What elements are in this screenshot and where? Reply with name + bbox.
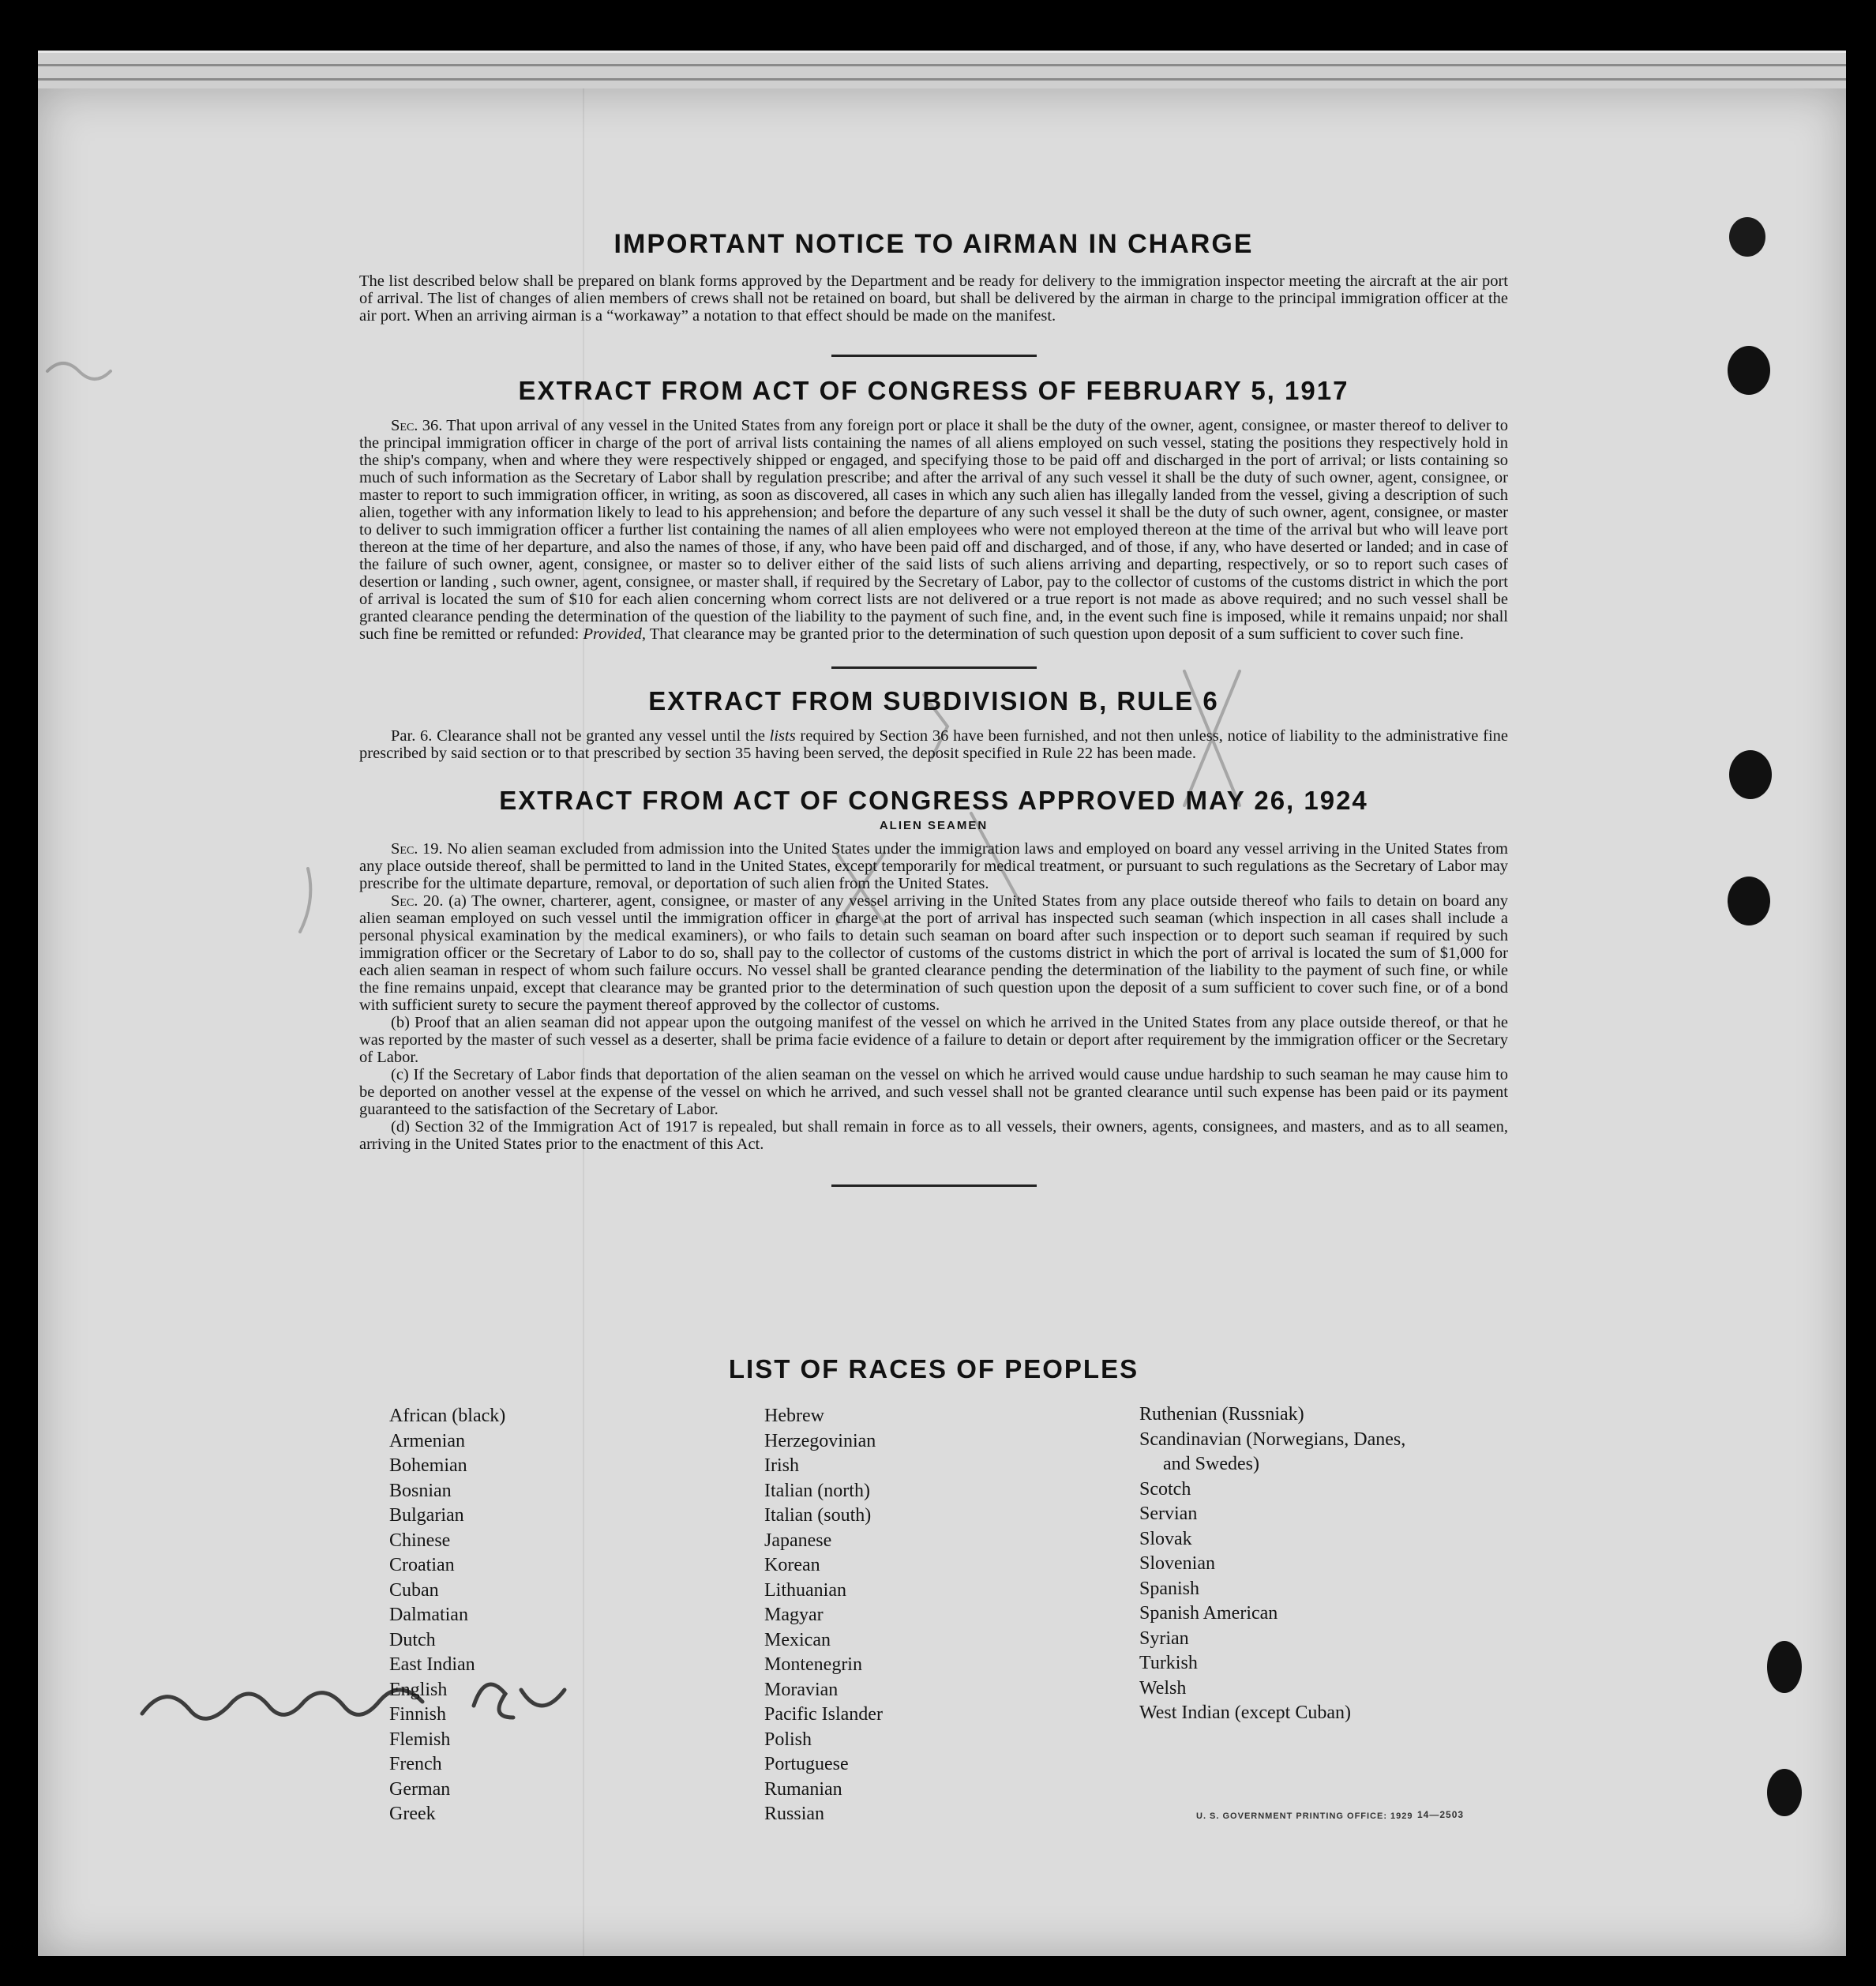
race-item: Slovak xyxy=(1139,1528,1192,1549)
race-item: Mexican xyxy=(764,1629,831,1650)
punch-hole xyxy=(1767,1641,1802,1693)
rule6-text-start: Par. 6. Clearance shall not be granted any vessel until the xyxy=(391,727,770,745)
races-column-3 xyxy=(1139,1402,1405,1726)
race-item: Slovenian xyxy=(1139,1553,1215,1574)
races-title: LIST OF RACES OF PEOPLES xyxy=(728,1354,1139,1383)
races-column-2 xyxy=(764,1404,883,1827)
race-item: Korean xyxy=(764,1555,820,1575)
races-column-1 xyxy=(389,1404,505,1827)
sec-20a-text xyxy=(359,892,1508,1014)
race-item: Lithuanian xyxy=(764,1579,846,1601)
section-text: No alien seaman excluded from admission into the United States under the immigration laws and employed on board any vessel arriving in the United States from any place outside thereof, shall be permitted to land in the United States, except temporarily for medical treatment, or pursuant to such regulations as the Secretary of Labor may prescribe for the ultimate departure, removal, or deportation of such alien from the United States. xyxy=(359,840,1508,892)
race-item: Greek xyxy=(389,1804,436,1824)
race-item: West Indian (except Cuban) xyxy=(1139,1703,1351,1723)
race-item: Magyar xyxy=(764,1605,824,1625)
section-divider xyxy=(831,666,1037,669)
punch-hole xyxy=(1729,750,1772,799)
race-item: Bosnian xyxy=(389,1480,452,1501)
printer-imprint: U. S. GOVERNMENT PRINTING OFFICE: 1929 xyxy=(1196,1811,1413,1821)
race-item: English xyxy=(389,1679,448,1700)
race-item: Spanish American xyxy=(1139,1603,1278,1624)
extract-1917-title: EXTRACT FROM ACT OF CONGRESS OF FEBRUARY 5, 1917 xyxy=(518,376,1349,405)
race-item: Flemish xyxy=(389,1729,451,1750)
race-item: Armenian xyxy=(389,1430,465,1451)
notice-title: IMPORTANT NOTICE TO AIRMAN IN CHARGE xyxy=(613,229,1254,259)
section-divider xyxy=(831,355,1037,357)
race-item: Japanese xyxy=(764,1530,832,1551)
race-item: Pacific Islander xyxy=(764,1704,883,1725)
punch-hole xyxy=(1728,346,1770,395)
section-label: Sec. 19. xyxy=(391,840,443,858)
alien-seamen-subtitle: ALIEN SEAMEN xyxy=(879,819,989,832)
sec-20b-text: (b) Proof that an alien seaman did not appear upon the outgoing manifest of the vessel on which he arrived in the United States from any place outside thereof, or that he was reported by the master of such vessel as a deserter, shall be prima facie evidence of a failure to detain or deport after requirement by the immigration officer or the Secretary of Labor. xyxy=(359,1014,1508,1066)
race-item: Scotch xyxy=(1139,1478,1191,1500)
extract-1917-body xyxy=(359,417,1508,643)
race-item: Hebrew xyxy=(764,1406,824,1426)
race-item: Bulgarian xyxy=(389,1505,464,1526)
race-item: Bohemian xyxy=(389,1455,467,1476)
race-item: Syrian xyxy=(1139,1627,1189,1649)
extract-rule6-title: EXTRACT FROM SUBDIVISION B, RULE 6 xyxy=(648,686,1219,715)
race-item: Dalmatian xyxy=(389,1605,468,1625)
race-item: Croatian xyxy=(389,1555,455,1575)
race-item: German xyxy=(389,1778,451,1800)
race-item: Montenegrin xyxy=(764,1654,862,1675)
punch-hole xyxy=(1728,877,1770,925)
race-item: Cuban xyxy=(389,1579,439,1601)
race-item: Ruthenian (Russniak) xyxy=(1139,1404,1304,1425)
race-item: Dutch xyxy=(389,1629,436,1650)
race-item: Russian xyxy=(764,1804,825,1824)
section-text-end: That clearance may be granted prior to the determination of such question upon deposit of a sum sufficient to cover such fine. xyxy=(646,625,1464,643)
race-item: Finnish xyxy=(389,1704,447,1725)
notice-body: The list described below shall be prepared on blank forms approved by the Department and be ready for delivery to the immigration inspector meeting the aircraft at the air port of arrival. The list of changes of alien members of crews shall not be retained on board, but shall be delivered by the airman in charge to the principal immigration officer at the air port. When an arriving airman is a “workaway” a notation to that effect should be made on the manifest. xyxy=(359,272,1508,325)
race-item: African (black) xyxy=(389,1406,506,1426)
race-item: Rumanian xyxy=(764,1778,842,1800)
section-text: That upon arrival of any vessel in the United States from any foreign port or place it shall be the duty of the owner, agent, consignee, or master thereof to deliver to the principal immigration officer in charge of the port of arrival lists containing the names of all aliens employed on such vessel, stating the positions they respectively hold in the ship's company, when and where they were respectively shipped or engaged, and specifying those to be paid off and discharged in the port of arrival; or lists containing so much of such information as the Secretary of Labor shall by regulation prescribe; and after the arrival of any such vessel it shall be the duty of such owner, agent, consignee, or master to report to such immigration officer, in writing, as soon as discovered, all cases in which any such alien has illegally landed from the vessel, giving a description of such alien, together with any information likely to lead to his apprehension; and before the departure of any such vessel it shall be the duty of such owner, agent, consignee, or master to deliver to such immigration officer a further list containing the names of all alien employees who were not employed thereon at the time of the arrival but who will leave port thereon at the time of her departure, and also the names of those, if any, who have been paid off and discharged, and of those, if any, who have deserted or landed; and in case of the failure of such owner, agent, consignee, or master so to deliver either of the said lists of such aliens arriving and departing, respectively, or so to report such cases of desertion or landing , such owner, agent, consignee, or master shall, if required by the Secretary of Labor, pay to the collector of customs of the customs district in which the port of arrival is located the sum of $10 for each alien concerning whom correct lists are not delivered or a true report is not made as above required; and no such vessel shall be granted clearance pending the determination of the question of the liability to the payment of such fine, and, in the event such fine is imposed, while it remains unpaid; nor shall such fine be remitted or refunded: xyxy=(359,417,1508,643)
race-item: Servian xyxy=(1139,1504,1198,1524)
sec-19-text xyxy=(359,840,1508,892)
race-item: Scandinavian (Norwegians, Danes, xyxy=(1139,1428,1406,1450)
section-label: Sec. 20. xyxy=(391,892,444,910)
race-item: Moravian xyxy=(764,1679,839,1700)
section-divider xyxy=(831,1184,1037,1187)
race-item: Polish xyxy=(764,1729,812,1750)
race-item: Turkish xyxy=(1139,1653,1198,1673)
extract-rule6-body xyxy=(359,727,1508,762)
race-item: and Swedes) xyxy=(1163,1454,1259,1474)
race-item: Herzegovinian xyxy=(764,1430,876,1451)
race-item: East Indian xyxy=(389,1654,475,1675)
sec-20d-text: (d) Section 32 of the Immigration Act of 1917 is repealed, but shall remain in force as to all vessels, their owners, agents, consignees, and masters, and as to all seamen, arriving in the United States prior to the enactment of this Act. xyxy=(359,1118,1508,1153)
section-label: Sec. 36. xyxy=(391,417,443,434)
races-title-wrapper xyxy=(359,1354,1508,1384)
punch-hole xyxy=(1767,1769,1802,1816)
punch-hole xyxy=(1729,217,1765,257)
extract-1924-title: EXTRACT FROM ACT OF CONGRESS APPROVED MAY 26, 1924 xyxy=(499,786,1368,815)
race-item: French xyxy=(389,1754,442,1774)
rule6-lists-term: lists xyxy=(769,727,796,745)
race-item: Italian (south) xyxy=(764,1505,872,1526)
race-item: Italian (north) xyxy=(764,1480,870,1501)
provided-term: Provided, xyxy=(583,625,646,643)
section-text: (a) The owner, charterer, agent, consignee, or master of any vessel arriving in the United States from any place outside thereof who fails to detain on board any alien seaman employed on such vessel until the immigration officer in charge at the port of arrival has inspected such seaman (which inspection in all cases shall include a personal physical examination by the medical examiners), or who fails to detain such seaman on board after such inspection or to deport such seaman if required by such immigration officer or the Secretary of Labor to do so, shall pay to the collector of customs of the customs district in which the port of arrival is located the sum of $1,000 for each alien seaman in respect of whom such failure occurs. No vessel shall be granted clearance pending the determination of the liability to the payment of such fine, or while the fine remains unpaid, except that clearance may be granted prior to the determination of such question upon the deposit of a sum sufficient to cover such fine, or of a bond with sufficient surety to secure the payment thereof approved by the collector of customs. xyxy=(359,892,1508,1014)
race-item: Welsh xyxy=(1139,1677,1187,1699)
race-item: Chinese xyxy=(389,1530,451,1551)
race-item: Irish xyxy=(764,1455,799,1476)
race-item: Spanish xyxy=(1139,1578,1200,1599)
sec-20c-text: (c) If the Secretary of Labor finds that deportation of the alien seaman on the vessel on which he arrived would cause undue hardship to such seaman he may cause him to be deported on another vessel at the expense of the vessel on which he arrived, and such vessel shall not be granted clearance until such expense has been paid or its payment guaranteed to the satisfaction of the Secretary of Labor. xyxy=(359,1066,1508,1118)
race-item: Portuguese xyxy=(764,1754,849,1774)
form-number: 14—2503 xyxy=(1417,1809,1465,1820)
rule6-text-end: required by Section 36 have been furnished, and not then unless, notice of liability to the administrative fine prescribed by said section or to that prescribed by section 35 having been served, the deposit specified in Rule 22 has been made. xyxy=(359,727,1508,762)
document-body xyxy=(359,221,1508,1187)
